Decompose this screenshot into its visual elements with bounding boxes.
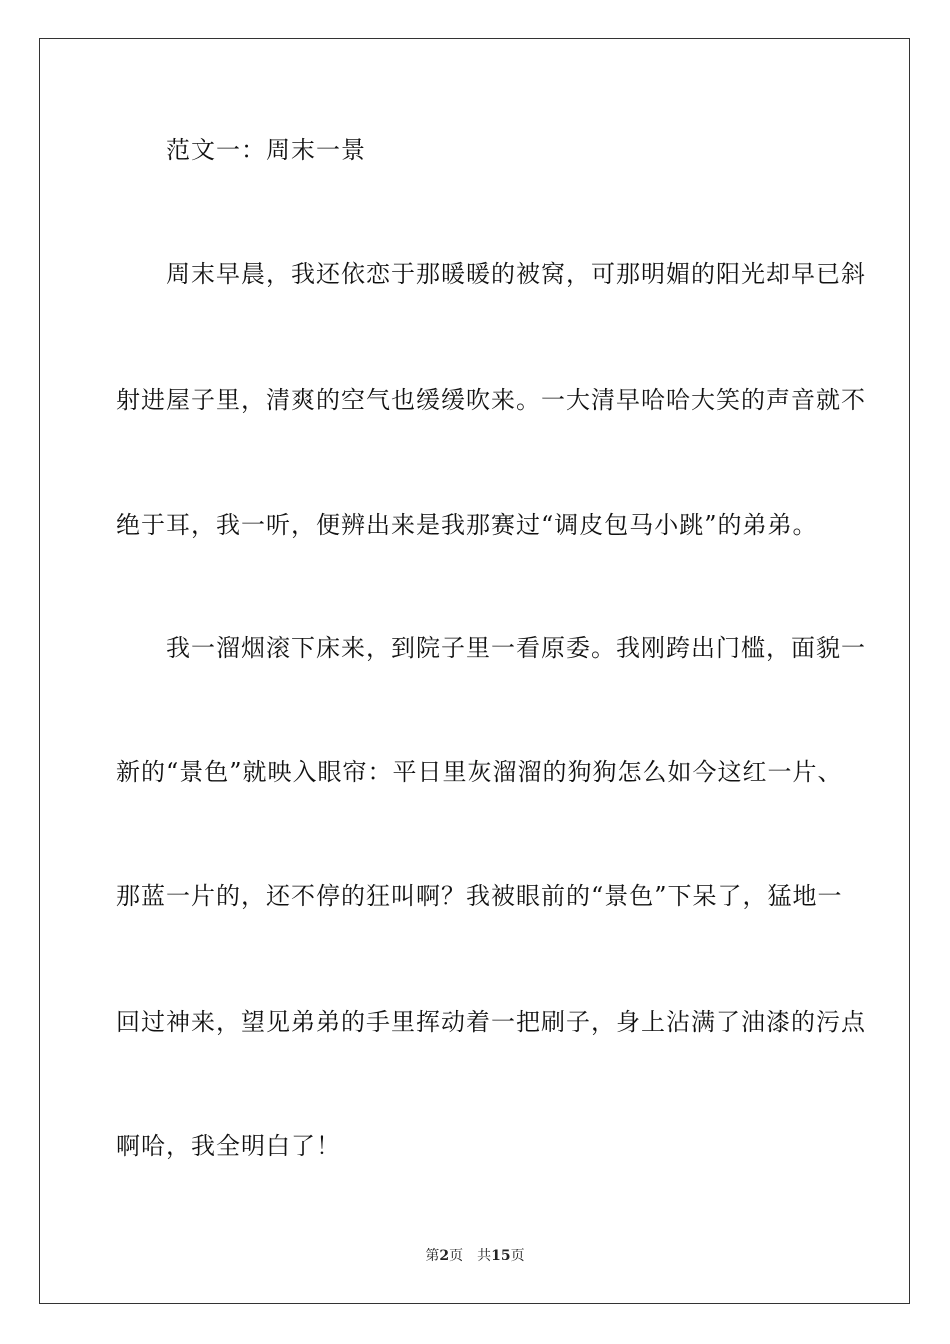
page-footer — [0, 1247, 950, 1265]
paragraph-line: 啊哈，我全明白了！ — [116, 1132, 341, 1160]
page-suffix: 页 — [449, 1248, 464, 1264]
paragraph-line: 绝于耳，我一听，便辨出来是我那赛过“调皮包马小跳”的弟弟。 — [116, 511, 818, 539]
page-border — [39, 38, 910, 1304]
total-suffix: 页 — [510, 1248, 525, 1264]
page-prefix: 第 — [425, 1248, 440, 1264]
total-pages: 15 — [491, 1248, 511, 1264]
paragraph-line: 新的“景色”就映入眼帘：平日里灰溜溜的狗狗怎么如今这红一片、 — [116, 758, 843, 786]
total-prefix: 共 — [477, 1248, 492, 1264]
paragraph-line: 我一溜烟滚下床来，到院子里一看原委。我刚跨出门槛，面貌一 — [166, 634, 866, 662]
paragraph-line: 射进屋子里，清爽的空气也缓缓吹来。一大清早哈哈大笑的声音就不 — [116, 386, 866, 414]
page-number: 2 — [439, 1248, 450, 1264]
paragraph-line: 周末早晨，我还依恋于那暖暖的被窝，可那明媚的阳光却早已斜 — [166, 260, 866, 288]
paragraph-line: 那蓝一片的，还不停的狂叫啊？我被眼前的“景色”下呆了，猛地一 — [116, 882, 843, 910]
paragraph-line: 回过神来，望见弟弟的手里挥动着一把刷子，身上沾满了油漆的污点 — [116, 1008, 866, 1036]
essay-title: 范文一：周末一景 — [166, 136, 366, 164]
